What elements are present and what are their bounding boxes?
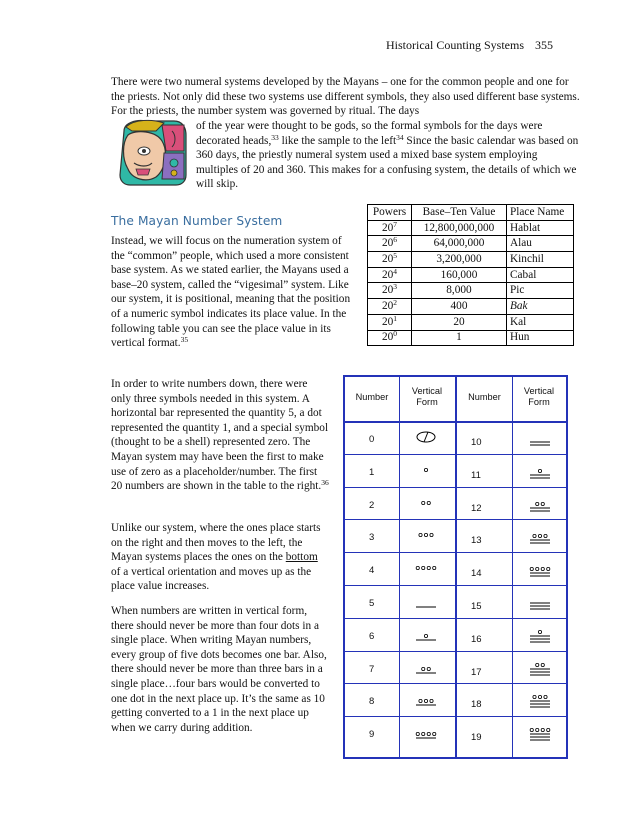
dot-symbol [533, 696, 536, 699]
section-para2-text: In order to write numbers down, there were only three symbols needed in this system. A horizontal bar represented the quantity 5, a dot represented the quantity 1, and a special symbol (thought to be a shell) represented zero. The Mayan system may have been the first to make use of zero as a placeholder/number. The first 20 numbers are shown in the table to the right. [111, 378, 329, 493]
place-value-table [367, 204, 574, 346]
mayan-numeral-glyph [406, 555, 446, 581]
table-row-divider [345, 585, 566, 586]
dot-symbol [424, 468, 427, 471]
place-value-row [368, 283, 574, 299]
table-row-divider [345, 487, 566, 488]
power-cell: $20^5$ [368, 252, 412, 268]
number-label: 19 [471, 732, 482, 744]
footnote-33[interactable]: 33 [271, 132, 279, 142]
power-cell: $20^1$ [368, 314, 412, 330]
mayan-numeral-glyph [520, 721, 560, 747]
number-label: 1 [369, 466, 375, 478]
place-value-header-row [368, 205, 574, 221]
number-label: 7 [369, 663, 375, 675]
mayan-numeral-glyph [406, 588, 446, 614]
mayan-glyph-head-icon [116, 117, 192, 189]
dot-symbol [536, 502, 539, 505]
footnote-34[interactable]: 34 [396, 132, 404, 142]
mayan-numeral-glyph [520, 688, 560, 714]
mayan-numeral-glyph [406, 522, 446, 548]
dot-symbol [433, 733, 436, 736]
dot-symbol [547, 568, 550, 571]
dot-symbol [419, 700, 422, 703]
number-label: 11 [471, 469, 481, 481]
section-para3-text-a: Unlike our system, where the ones place starts on the right and then moves to the left, the Mayan systems places the ones on the [111, 522, 321, 564]
dot-symbol [430, 700, 433, 703]
number-label: 3 [369, 532, 375, 544]
table-header-divider [345, 421, 566, 423]
place-name-cell: Hablat [507, 220, 574, 236]
dot-symbol [416, 733, 419, 736]
place-name-cell: Cabal [507, 267, 574, 283]
section-paragraph-2 [111, 377, 329, 494]
dot-symbol [541, 663, 544, 666]
mayan-numeral-glyph [520, 426, 560, 452]
number-label: 10 [471, 437, 482, 448]
mayan-numeral-glyph [520, 656, 560, 682]
intro-text-c: Since the basic calendar was based on 360 days, the priestly numeral system used a mixed base system employing multiples of 20 and 360. This makes for a confusing system, the details of which we will skip. [196, 134, 579, 191]
mayan-numeral-glyph [406, 686, 446, 712]
dot-symbol [536, 663, 539, 666]
table-divider [399, 377, 400, 757]
place-name-cell: Kal [507, 314, 574, 330]
number-label: 4 [369, 565, 375, 577]
mayan-numeral-glyph [406, 654, 446, 680]
dot-symbol [427, 733, 430, 736]
place-name-cell: Pic [507, 283, 574, 299]
dot-symbol [424, 534, 427, 537]
table-row-divider [345, 683, 566, 684]
mayan-numeral-glyph [520, 557, 560, 583]
mayan-numeral-glyph [520, 459, 560, 485]
place-name-cell: Hun [507, 330, 574, 346]
intro-text-a: of the year were thought to be gods, so the formal symbols for the days were decorated heads, [196, 120, 543, 147]
place-name-cell: Kinchil [507, 252, 574, 268]
power-cell: $20^3$ [368, 283, 412, 299]
col-header-vertical-right: Vertical Form [523, 386, 555, 407]
mayan-numerals-table [343, 375, 568, 759]
place-value-row [368, 314, 574, 330]
dot-symbol [544, 696, 547, 699]
dot-symbol [424, 634, 427, 637]
intro-paragraph-wrapped [196, 119, 581, 192]
running-header [386, 38, 553, 53]
mayan-numeral-glyph [520, 524, 560, 550]
dot-symbol [422, 567, 425, 570]
header-place-name: Place Name [507, 205, 574, 221]
header-title: Historical Counting Systems [386, 38, 524, 52]
number-label: 5 [369, 598, 375, 609]
col-header-vertical-left: Vertical Form [411, 386, 443, 407]
place-value-row [368, 299, 574, 315]
dot-symbol [538, 630, 541, 633]
place-value-row [368, 267, 574, 283]
footnote-36[interactable]: 36 [321, 478, 329, 488]
header-base-ten-value: Base–Ten Value [412, 205, 507, 221]
power-cell: $20^4$ [368, 267, 412, 283]
dot-symbol [419, 534, 422, 537]
intro-paragraph-top: There were two numeral systems developed by the Mayans – one for the common people and one for the priests. Not only did these two systems use different symbols, they also used different base systems. For the priests, the number system was governed by ritual. The days [111, 76, 580, 118]
mayan-numeral-glyph [406, 719, 446, 745]
place-value-row [368, 330, 574, 346]
table-row-divider [345, 618, 566, 619]
base-ten-value-cell: 1 [412, 330, 507, 346]
dot-symbol [424, 700, 427, 703]
number-label: 0 [369, 434, 375, 445]
place-value-row [368, 252, 574, 268]
number-label: 2 [369, 499, 375, 511]
table-divider [512, 377, 513, 757]
dot-symbol [422, 501, 425, 504]
number-label: 6 [369, 630, 375, 642]
place-name-cell: Alau [507, 236, 574, 252]
dot-symbol [422, 667, 425, 670]
header-powers: Powers [368, 205, 412, 221]
dot-symbol [433, 567, 436, 570]
power-cell: $20^2$ [368, 299, 412, 315]
dot-symbol [547, 729, 550, 732]
mayan-numeral-glyph [520, 590, 560, 616]
table-divider-center [455, 377, 457, 757]
number-label: 9 [369, 729, 375, 741]
section-para3-text-b: of a vertical orientation and moves up as the place value increases. [111, 565, 312, 593]
dot-symbol [530, 568, 533, 571]
place-name-cell: Bak [507, 299, 574, 315]
base-ten-value-cell: 3,200,000 [412, 252, 507, 268]
place-value-row [368, 236, 574, 252]
base-ten-value-cell: 8,000 [412, 283, 507, 299]
shell-mark [424, 432, 428, 442]
number-label: 17 [471, 666, 482, 678]
intro-text-b: like the sample to the left [278, 134, 397, 147]
dot-symbol [541, 568, 544, 571]
number-label: 13 [471, 535, 482, 547]
power-cell: $20^6$ [368, 236, 412, 252]
dot-symbol [541, 729, 544, 732]
number-label: 14 [471, 568, 482, 580]
col-header-number-left: Number [355, 392, 389, 402]
page-number: 355 [535, 38, 553, 52]
dot-symbol [536, 568, 539, 571]
dot-symbol [538, 535, 541, 538]
base-ten-value-cell: 12,800,000,000 [412, 220, 507, 236]
section-paragraph-4: When numbers are written in vertical form, there should never be more than four dots in a single place. When writing Mayan numbers, every group of five dots becomes one bar. Also, there should never be more than three bars in a single place…four bars would be converted to one dot in the next place up. It’s the same as 10 getting converted to a 1 in the next place up when we carry during addition. [111, 605, 327, 734]
dot-symbol [533, 535, 536, 538]
table-row-divider [345, 716, 566, 717]
mayan-numeral-glyph [406, 490, 446, 516]
number-label: 15 [471, 601, 482, 612]
mayan-numeral-glyph [406, 457, 446, 483]
dot-symbol [427, 501, 430, 504]
dot-symbol [541, 502, 544, 505]
dot-symbol [530, 729, 533, 732]
table-row-divider [345, 519, 566, 520]
number-label: 12 [471, 502, 482, 514]
base-ten-value-cell: 400 [412, 299, 507, 315]
dot-symbol [544, 535, 547, 538]
section-paragraph-1 [111, 234, 356, 351]
dot-symbol [416, 567, 419, 570]
dot-symbol [538, 696, 541, 699]
number-label: 18 [471, 699, 482, 711]
section-heading: The Mayan Number System [111, 214, 283, 228]
base-ten-value-cell: 20 [412, 314, 507, 330]
section-para1-text: Instead, we will focus on the numeration system of the “common” people, which used a more consistent base system. As we stated earlier, the Mayans used a base–20 system, called the “vigesimal” system. Like our system, it is positional, meaning that the position of a numeric symbol indicates its place value. In the following table you can see the place value in its vertical format. [111, 235, 351, 350]
dot-symbol [430, 534, 433, 537]
section-paragraph-3 [111, 521, 329, 594]
power-cell: $20^7$ [368, 220, 412, 236]
section-para3-underlined: bottom [285, 551, 318, 564]
col-header-number-right: Number [468, 392, 501, 402]
mayan-numeral-glyph [520, 623, 560, 649]
number-label: 8 [369, 696, 375, 708]
dot-symbol [536, 729, 539, 732]
table-row-divider [345, 454, 566, 455]
footnote-35[interactable]: 35 [180, 335, 189, 345]
mayan-numeral-glyph [520, 492, 560, 518]
base-ten-value-cell: 64,000,000 [412, 236, 507, 252]
table-row-divider [345, 552, 566, 553]
base-ten-value-cell: 160,000 [412, 267, 507, 283]
dot-symbol [427, 567, 430, 570]
number-label: 16 [471, 633, 482, 645]
place-value-row [368, 220, 574, 236]
dot-symbol [427, 667, 430, 670]
dot-symbol [422, 733, 425, 736]
table-row-divider [345, 651, 566, 652]
mayan-numeral-glyph [406, 621, 446, 647]
mayan-numeral-glyph [406, 424, 446, 450]
power-cell: $20^0$ [368, 330, 412, 346]
dot-symbol [538, 469, 541, 472]
